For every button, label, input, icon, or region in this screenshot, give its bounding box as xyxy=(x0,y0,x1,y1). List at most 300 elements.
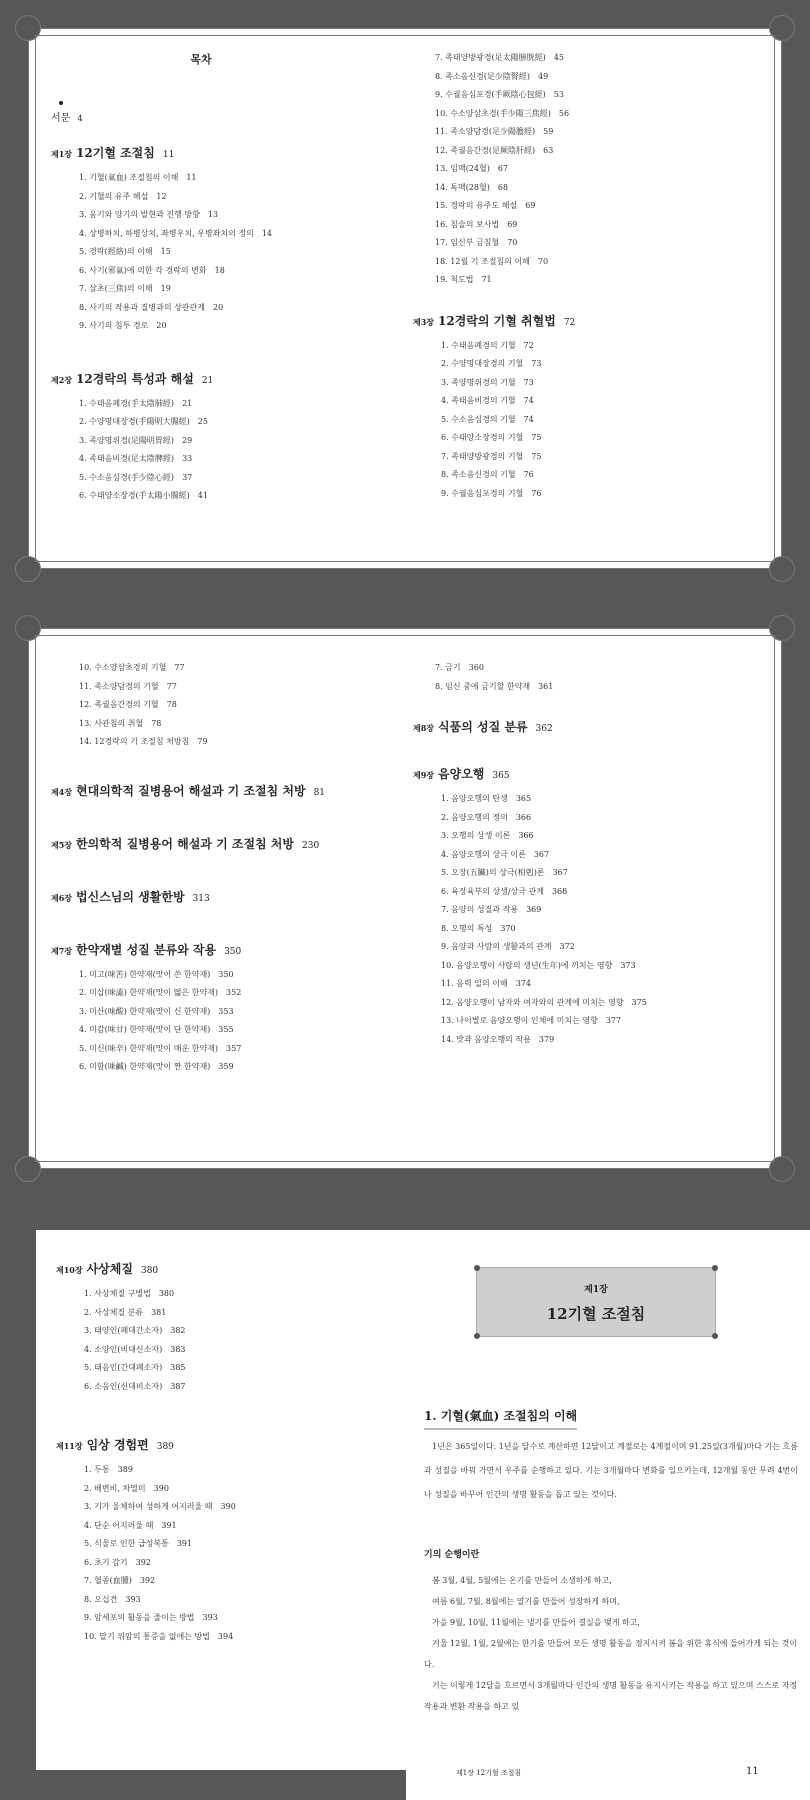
toc-item-page: 20 xyxy=(213,302,224,312)
chapter-label: 제4장 xyxy=(51,786,73,797)
toc-item[interactable] xyxy=(84,1304,396,1323)
toc-item-page: 67 xyxy=(497,164,509,173)
toc-item-text: 9. 암세포의 활동을 줄이는 방법 xyxy=(84,1613,195,1622)
chapter-label: 제9장 xyxy=(413,770,435,780)
toc-item[interactable] xyxy=(84,1378,396,1397)
frame-corner xyxy=(15,615,41,641)
chapter-title: 한의학적 질병용어 해설과 기 조절침 처방 xyxy=(76,836,294,851)
toc-item[interactable] xyxy=(441,790,765,809)
toc-item-page: 367 xyxy=(533,849,550,859)
toc-item-page: 390 xyxy=(153,1483,169,1493)
toc-item[interactable] xyxy=(84,1359,396,1378)
intro-page: 4 xyxy=(77,114,83,123)
toc-item-text: 5. 미신(味辛) 한약재(맛이 매운 한약재) xyxy=(79,1043,219,1053)
toc-item-page: 13 xyxy=(207,210,218,219)
toc-item[interactable] xyxy=(441,975,765,994)
chapter-heading[interactable] xyxy=(413,765,765,782)
toc-item-page: 70 xyxy=(507,238,518,247)
toc-item[interactable] xyxy=(84,1322,396,1341)
toc-item[interactable] xyxy=(441,374,765,393)
toc-item[interactable] xyxy=(79,280,351,299)
toc-item[interactable] xyxy=(79,487,351,506)
toc-item-text: 1. 미고(味苦) 한약재(맛이 쓴 한약재) xyxy=(79,969,211,979)
chapter-block xyxy=(51,782,411,799)
toc-item-page: 75 xyxy=(531,433,542,442)
frame-corner xyxy=(15,15,41,41)
chapter-label: 제3장 xyxy=(413,316,435,327)
toc-item-page: 37 xyxy=(182,472,193,482)
toc-item[interactable] xyxy=(435,271,765,290)
chapter-block xyxy=(56,1260,396,1396)
toc-item-text: 11. 족소양담경의 기혈 xyxy=(79,681,159,691)
toc-item[interactable] xyxy=(79,169,351,188)
toc-item[interactable] xyxy=(435,659,765,678)
toc-item-page: 11 xyxy=(186,173,197,182)
chapter-block xyxy=(56,1436,396,1646)
chapter-block xyxy=(51,835,411,852)
chapter-page: 11 xyxy=(162,150,175,160)
toc-item[interactable] xyxy=(79,317,351,336)
toc-page-3 xyxy=(36,1230,406,1770)
toc-item-text: 1. 수태음폐경의 기혈 xyxy=(441,340,516,350)
toc-item-page: 394 xyxy=(217,1631,234,1641)
frame-corner xyxy=(769,615,795,641)
toc-item[interactable] xyxy=(84,1461,396,1480)
section-list xyxy=(79,966,411,1077)
toc-item-page: 360 xyxy=(468,663,484,672)
toc-item[interactable] xyxy=(79,188,351,207)
toc-item-text: 10. 음양오행이 사람의 생년(生年)에 끼치는 영향 xyxy=(441,960,613,970)
toc-item[interactable] xyxy=(441,957,765,976)
toc-item-page: 367 xyxy=(552,868,568,877)
chapter-heading-box xyxy=(476,1267,716,1337)
toc-item-text: 18. 12월 기 조절침의 이해 xyxy=(435,256,530,266)
chapter-page: 362 xyxy=(535,724,553,734)
toc-item-page: 73 xyxy=(523,377,534,387)
toc-item-text: 3. 미산(味酸) 한약재(맛이 신 한약재) xyxy=(79,1006,211,1016)
toc-item-page: 385 xyxy=(170,1363,186,1372)
toc-item-page: 359 xyxy=(218,1062,234,1071)
toc-item-page: 45 xyxy=(553,53,564,62)
toc-item-text: 6. 미함(味鹹) 한약재(맛이 짠 한약재) xyxy=(79,1062,211,1071)
toc-item-page: 20 xyxy=(156,321,167,330)
toc-item[interactable] xyxy=(79,715,411,734)
toc-item-text: 3. 음기와 양기의 발현과 진행 방향 xyxy=(79,210,200,219)
toc-item[interactable] xyxy=(435,49,765,68)
toc-item-page: 389 xyxy=(117,1465,133,1474)
toc-item-page: 390 xyxy=(220,1502,236,1511)
toc-item-text: 5. 수소음심경(手少陰心經) xyxy=(79,472,175,482)
toc-item-text: 6. 사기(邪氣)에 의한 각 경락의 변화 xyxy=(79,265,207,275)
toc-item-page: 49 xyxy=(538,71,549,81)
toc-item-text: 2. 사상체질 분류 xyxy=(84,1307,144,1317)
chapter-label: 제6장 xyxy=(51,892,73,903)
toc-item[interactable] xyxy=(441,448,765,467)
toc-item[interactable] xyxy=(84,1609,396,1628)
toc-item-page: 391 xyxy=(161,1520,177,1530)
toc-item[interactable] xyxy=(79,413,351,432)
chapter-label: 제10장 xyxy=(56,1265,83,1275)
section-list xyxy=(441,337,765,504)
chapter-list xyxy=(56,1260,396,1646)
chapter-page: 350 xyxy=(224,946,242,957)
toc-item[interactable] xyxy=(441,485,765,504)
text-line: 가을 9월, 10월, 11월에는 냉기를 만들어 결실을 맺게 하고, xyxy=(432,1618,640,1627)
toc-item-page: 29 xyxy=(182,435,193,445)
chapter-label: 제1장 xyxy=(51,149,73,159)
chapter-page: 72 xyxy=(563,317,576,328)
toc-item[interactable] xyxy=(84,1285,396,1304)
toc-item[interactable] xyxy=(84,1628,396,1647)
toc-item[interactable] xyxy=(441,846,765,865)
toc-item[interactable] xyxy=(84,1341,396,1360)
toc-item-page: 366 xyxy=(518,831,534,840)
frame-corner xyxy=(769,1156,795,1182)
chapter-title: 12기혈 조절침 xyxy=(546,1305,646,1323)
page-background-tab xyxy=(406,1200,810,1230)
toc-left-column xyxy=(51,51,351,506)
section-list xyxy=(84,1285,396,1396)
toc-item-page: 74 xyxy=(523,414,534,424)
chapter-title: 한약재별 성질 분류와 작용 xyxy=(76,942,217,957)
toc-item[interactable] xyxy=(84,1535,396,1554)
chapter-first-page xyxy=(406,1230,810,1800)
intro-label: 서문 xyxy=(51,113,71,124)
chapter-title: 12기혈 조절침 xyxy=(76,146,155,160)
toc-item-page: 59 xyxy=(543,127,554,136)
toc-item[interactable] xyxy=(79,225,351,244)
page-number: 11 xyxy=(746,1766,759,1777)
toc-item[interactable] xyxy=(79,299,351,318)
toc-item-page: 370 xyxy=(500,923,516,933)
chapter-page: 313 xyxy=(192,893,210,904)
toc-item[interactable] xyxy=(441,864,765,883)
body-text xyxy=(424,1435,798,1507)
toc-item-text: 1. 수태음폐경(手太陰肺經) xyxy=(79,398,175,408)
toc-item-page: 383 xyxy=(170,1344,186,1354)
toc-item-page: 379 xyxy=(538,1034,555,1044)
text-line: 여름 6월, 7월, 8월에는 열기를 만들어 성장하게 하며, xyxy=(432,1597,620,1606)
chapter-title: 12경락의 기혈 취혈법 xyxy=(438,313,556,328)
toc-item[interactable] xyxy=(79,984,411,1003)
toc-item-page: 21 xyxy=(182,398,193,408)
box-corner-dot xyxy=(712,1333,718,1339)
toc-item-text: 10. 말기 위암의 통증을 없애는 방법 xyxy=(84,1631,210,1641)
toc-item-text: 15. 경락의 유주도 해설 xyxy=(435,201,518,210)
toc-item-page: 361 xyxy=(538,681,554,691)
toc-item-text: 12. 음양오행이 남자와 여자와의 관계에 미치는 영향 xyxy=(441,997,624,1007)
toc-item-text: 3. 족양명위경의 기혈 xyxy=(441,377,516,387)
chapter-label: 제7장 xyxy=(51,945,73,956)
toc-item[interactable] xyxy=(84,1591,396,1610)
toc-item-page: 392 xyxy=(135,1557,151,1567)
toc-item-text: 5. 경락(經絡)의 이해 xyxy=(79,247,153,256)
toc-item[interactable] xyxy=(435,253,765,272)
toc-item-text: 5. 식울로 인한 급성복통 xyxy=(84,1539,169,1548)
toc-item-text: 7. 금기 xyxy=(435,663,461,672)
toc-item[interactable] xyxy=(84,1480,396,1499)
toc-item-page: 75 xyxy=(531,451,542,461)
paragraph: 1년은 365일이다. 1년을 달수로 계산하면 12달이고 계절로는 4계절이며 91.25일(3개월)마다 기는 흐름과 성질을 바꿔 가면서 우주를 순행하고 있다. 기는 3개월마다 변화를 일으키는데, 12개월 동안 무려 4번이나 성질을 바꾸어 인간의 생명 활동을 돕고 있는 것이다. xyxy=(424,1442,798,1499)
chapter-title: 식품의 성질 분류 xyxy=(438,720,528,734)
toc-item-text: 13. 사관침의 취혈 xyxy=(79,718,144,728)
toc-item-text: 14. 독맥(28혈) xyxy=(435,182,490,192)
section-list xyxy=(435,49,765,290)
toc-item-page: 56 xyxy=(558,108,570,118)
toc-item-text: 4. 음양오행의 상극 이론 xyxy=(441,849,526,859)
toc-item-text: 3. 오행의 상생 이론 xyxy=(441,831,511,840)
section-title: 1. 기혈(氣血) 조절침의 이해 xyxy=(424,1407,577,1430)
toc-item[interactable] xyxy=(441,809,765,828)
toc-item-page: 68 xyxy=(497,182,509,192)
toc-item[interactable] xyxy=(441,827,765,846)
toc-item-text: 2. 수양명대장경(手陽明大腸經) xyxy=(79,417,190,426)
toc-item-page: 25 xyxy=(197,417,208,426)
toc-item-page: 375 xyxy=(631,997,647,1007)
box-corner-dot xyxy=(474,1333,480,1339)
toc-item[interactable] xyxy=(435,216,765,235)
section-list xyxy=(79,659,411,752)
chapter-block xyxy=(51,888,411,905)
toc-item[interactable] xyxy=(84,1572,396,1591)
toc-item-page: 357 xyxy=(226,1043,242,1053)
toc-item[interactable] xyxy=(441,355,765,374)
toc-item-page: 393 xyxy=(202,1613,218,1622)
toc-item-text: 8. 족소음신경(足少陰腎經) xyxy=(435,71,531,81)
chapter-list xyxy=(51,144,351,506)
toc-left-column xyxy=(51,659,411,1077)
toc-item-page: 374 xyxy=(515,979,532,988)
toc-item[interactable] xyxy=(79,469,351,488)
toc-item-text: 12. 족궐음간경의 기혈 xyxy=(79,700,159,709)
toc-item[interactable] xyxy=(79,432,351,451)
chapter-title: 현대의학적 질병용어 해설과 기 조절침 처방 xyxy=(76,783,306,798)
toc-item[interactable] xyxy=(435,678,765,697)
toc-item-page: 373 xyxy=(620,960,636,970)
toc-item-page: 369 xyxy=(526,905,542,914)
toc-item-text: 9. 수궐음심포경(手厥陰心包經) xyxy=(435,90,546,99)
chapter-heading[interactable] xyxy=(413,718,765,735)
toc-item[interactable] xyxy=(435,160,765,179)
bullet-icon xyxy=(59,101,63,105)
toc-item-text: 1. 기혈(氣血) 조절침의 이해 xyxy=(79,173,179,182)
toc-item-text: 8. 사기의 작용과 질병과의 상관관계 xyxy=(79,302,205,312)
toc-item-text: 5. 태음인(간대폐소자) xyxy=(84,1363,163,1372)
toc-item[interactable] xyxy=(435,179,765,198)
toc-item[interactable] xyxy=(441,1031,765,1050)
toc-item-text: 4. 족태음비경(足太陰脾經) xyxy=(79,454,175,463)
toc-item[interactable] xyxy=(79,395,351,414)
toc-item-page: 381 xyxy=(151,1307,167,1317)
box-corner-dot xyxy=(712,1265,718,1271)
toc-item-text: 6. 수태양소장경(手太陽小腸經) xyxy=(79,491,190,500)
toc-item[interactable] xyxy=(79,966,411,985)
toc-item-page: 69 xyxy=(525,201,536,210)
chapter-heading[interactable] xyxy=(56,1436,396,1453)
toc-item-text: 5. 오장(五臟)의 상극(相剋)론 xyxy=(441,868,545,877)
toc-item-page: 71 xyxy=(481,275,492,284)
chapter-heading[interactable] xyxy=(51,888,411,905)
toc-item-page: 73 xyxy=(531,359,542,368)
chapter-label: 제5장 xyxy=(51,839,73,850)
toc-item[interactable] xyxy=(441,411,765,430)
toc-item-page: 33 xyxy=(182,454,193,463)
toc-item[interactable] xyxy=(435,68,765,87)
toc-item-text: 6. 소음인(신대비소자) xyxy=(84,1381,163,1391)
running-footer: 제1장 12기혈 조절침 xyxy=(456,1769,522,1777)
toc-item[interactable] xyxy=(435,86,765,105)
toc-item[interactable] xyxy=(79,243,351,262)
toc-item[interactable] xyxy=(441,337,765,356)
chapter-page: 21 xyxy=(201,375,214,386)
toc-item-text: 2. 기혈의 유주 해설 xyxy=(79,191,149,201)
toc-item-text: 8. 오십견 xyxy=(84,1594,118,1604)
subheading: 기의 순행이란 xyxy=(424,1550,480,1560)
toc-item[interactable] xyxy=(441,1012,765,1031)
toc-item[interactable] xyxy=(435,234,765,253)
toc-item[interactable] xyxy=(441,938,765,957)
toc-item[interactable] xyxy=(79,450,351,469)
chapter-title: 사상체질 xyxy=(86,1262,133,1276)
toc-item-text: 3. 기가 울체하여 성하게 어지러울 때 xyxy=(84,1502,213,1511)
toc-item-text: 2. 배변비, 차멀미 xyxy=(84,1483,146,1493)
chapter-heading[interactable] xyxy=(51,941,411,958)
chapter-label: 제1장 xyxy=(584,1285,608,1295)
toc-item-page: 366 xyxy=(515,812,532,822)
toc-item-page: 387 xyxy=(170,1381,186,1391)
chapter-heading[interactable] xyxy=(51,782,411,799)
chapter-title: 12경락의 특성과 해설 xyxy=(76,371,194,386)
chapter-block xyxy=(413,765,765,1049)
chapter-title: 법신스님의 생활한방 xyxy=(76,889,185,904)
toc-item-text: 17. 임신부 금침혈 xyxy=(435,238,500,247)
toc-item[interactable] xyxy=(79,696,411,715)
toc-item-page: 14 xyxy=(261,228,272,238)
toc-right-column xyxy=(413,659,765,1049)
toc-item-text: 10. 수소양삼초경의 기혈 xyxy=(79,663,167,672)
toc-item-text: 4. 단순 어지러울 때 xyxy=(84,1520,154,1530)
toc-item-page: 70 xyxy=(537,256,549,266)
toc-item-text: 4. 상병하치, 하병상치, 좌병우치, 우병좌치의 정의 xyxy=(79,228,254,238)
toc-item-page: 79 xyxy=(197,737,208,746)
chapter-list xyxy=(413,312,765,504)
toc-item-text: 6. 초기 감기 xyxy=(84,1557,128,1567)
toc-item-text: 9. 사기의 침투 경로 xyxy=(79,321,149,330)
chapter-label: 제2장 xyxy=(51,374,73,385)
chapter-heading[interactable] xyxy=(413,312,765,329)
chapter-heading[interactable] xyxy=(51,835,411,852)
toc-item[interactable] xyxy=(435,197,765,216)
toc-item[interactable] xyxy=(79,733,411,752)
toc-item-page: 74 xyxy=(523,396,534,405)
toc-item-page: 63 xyxy=(543,145,554,155)
text-line: 기는 이렇게 12달을 흐르면서 3개월마다 인간의 생명 활동을 유지시키는 작용을 하고 있으며 스스로 자정 작용과 변환 작용을 하고 있 xyxy=(424,1681,798,1711)
section-list xyxy=(79,169,351,336)
season-lines xyxy=(424,1570,798,1717)
frame-corner xyxy=(15,556,41,582)
chapter-heading[interactable] xyxy=(56,1260,396,1277)
toc-item-text: 7. 족태양방광경의 기혈 xyxy=(441,451,524,461)
toc-item[interactable] xyxy=(435,105,765,124)
toc-item[interactable] xyxy=(435,123,765,142)
toc-title: 목차 xyxy=(190,53,212,66)
toc-item-page: 380 xyxy=(158,1289,175,1298)
text-line: 봄 3월, 4월, 5월에는 온기를 만들어 소생하게 하고, xyxy=(432,1576,612,1585)
toc-item-page: 53 xyxy=(553,90,564,99)
chapter-title: 음양오행 xyxy=(438,767,485,781)
chapter-block xyxy=(51,941,411,1077)
box-corner-dot xyxy=(474,1265,480,1271)
section-list xyxy=(79,395,351,506)
toc-item-text: 19. 척도법 xyxy=(435,275,474,284)
toc-item[interactable] xyxy=(441,429,765,448)
toc-item-text: 2. 수양명대장경의 기혈 xyxy=(441,359,524,368)
chapter-block xyxy=(51,144,351,336)
toc-item[interactable] xyxy=(441,466,765,485)
toc-item[interactable] xyxy=(84,1554,396,1573)
toc-item-text: 4. 족태음비경의 기혈 xyxy=(441,396,516,405)
toc-right-column xyxy=(413,49,765,503)
toc-page-2 xyxy=(28,628,782,1169)
toc-item[interactable] xyxy=(441,920,765,939)
toc-item[interactable] xyxy=(79,1021,411,1040)
toc-item-text: 14. 12경락의 기 조절침 처방침 xyxy=(79,737,190,746)
toc-item[interactable] xyxy=(84,1517,396,1536)
toc-item[interactable] xyxy=(79,262,351,281)
toc-item-text: 12. 족궐음간경(足厥陰肝經) xyxy=(435,145,536,155)
toc-item[interactable] xyxy=(441,883,765,902)
toc-item-page: 365 xyxy=(515,794,532,803)
toc-item-text: 11. 음력 일의 이해 xyxy=(441,979,508,988)
toc-item[interactable] xyxy=(84,1498,396,1517)
toc-item-page: 353 xyxy=(218,1006,234,1016)
toc-item[interactable] xyxy=(435,142,765,161)
toc-item[interactable] xyxy=(441,994,765,1013)
chapter-list xyxy=(413,718,765,1049)
intro-entry[interactable] xyxy=(51,101,351,124)
toc-item-page: 372 xyxy=(559,942,575,951)
toc-item-page: 392 xyxy=(139,1576,156,1585)
toc-item[interactable] xyxy=(79,1040,411,1059)
toc-item[interactable] xyxy=(79,659,411,678)
chapter-list xyxy=(51,782,411,1077)
frame-corner xyxy=(769,15,795,41)
toc-item[interactable] xyxy=(79,1058,411,1077)
chapter-page: 230 xyxy=(302,840,320,851)
toc-item-text: 2. 음양오행의 정의 xyxy=(441,812,508,822)
toc-item-text: 8. 족소음신경의 기혈 xyxy=(441,470,516,479)
chapter-heading[interactable] xyxy=(51,144,351,161)
toc-item-text: 8. 임신 중에 금기할 한약재 xyxy=(435,681,531,691)
toc-item-page: 12 xyxy=(156,191,167,201)
toc-item[interactable] xyxy=(79,678,411,697)
toc-item[interactable] xyxy=(79,206,351,225)
chapter-block xyxy=(413,718,765,735)
toc-item-page: 352 xyxy=(226,988,242,997)
toc-item[interactable] xyxy=(441,392,765,411)
toc-item[interactable] xyxy=(79,1003,411,1022)
toc-item-page: 72 xyxy=(523,340,534,350)
chapter-heading[interactable] xyxy=(51,370,351,387)
frame-corner xyxy=(15,1156,41,1182)
toc-item-text: 9. 음양과 사람의 생활과의 관계 xyxy=(441,942,552,951)
chapter-page: 81 xyxy=(313,787,326,798)
toc-item-text: 11. 족소양담경(足少陽膽經) xyxy=(435,127,536,136)
toc-item-page: 18 xyxy=(214,265,225,275)
toc-item-page: 78 xyxy=(166,700,177,709)
toc-item[interactable] xyxy=(441,901,765,920)
toc-item-page: 391 xyxy=(176,1539,193,1548)
